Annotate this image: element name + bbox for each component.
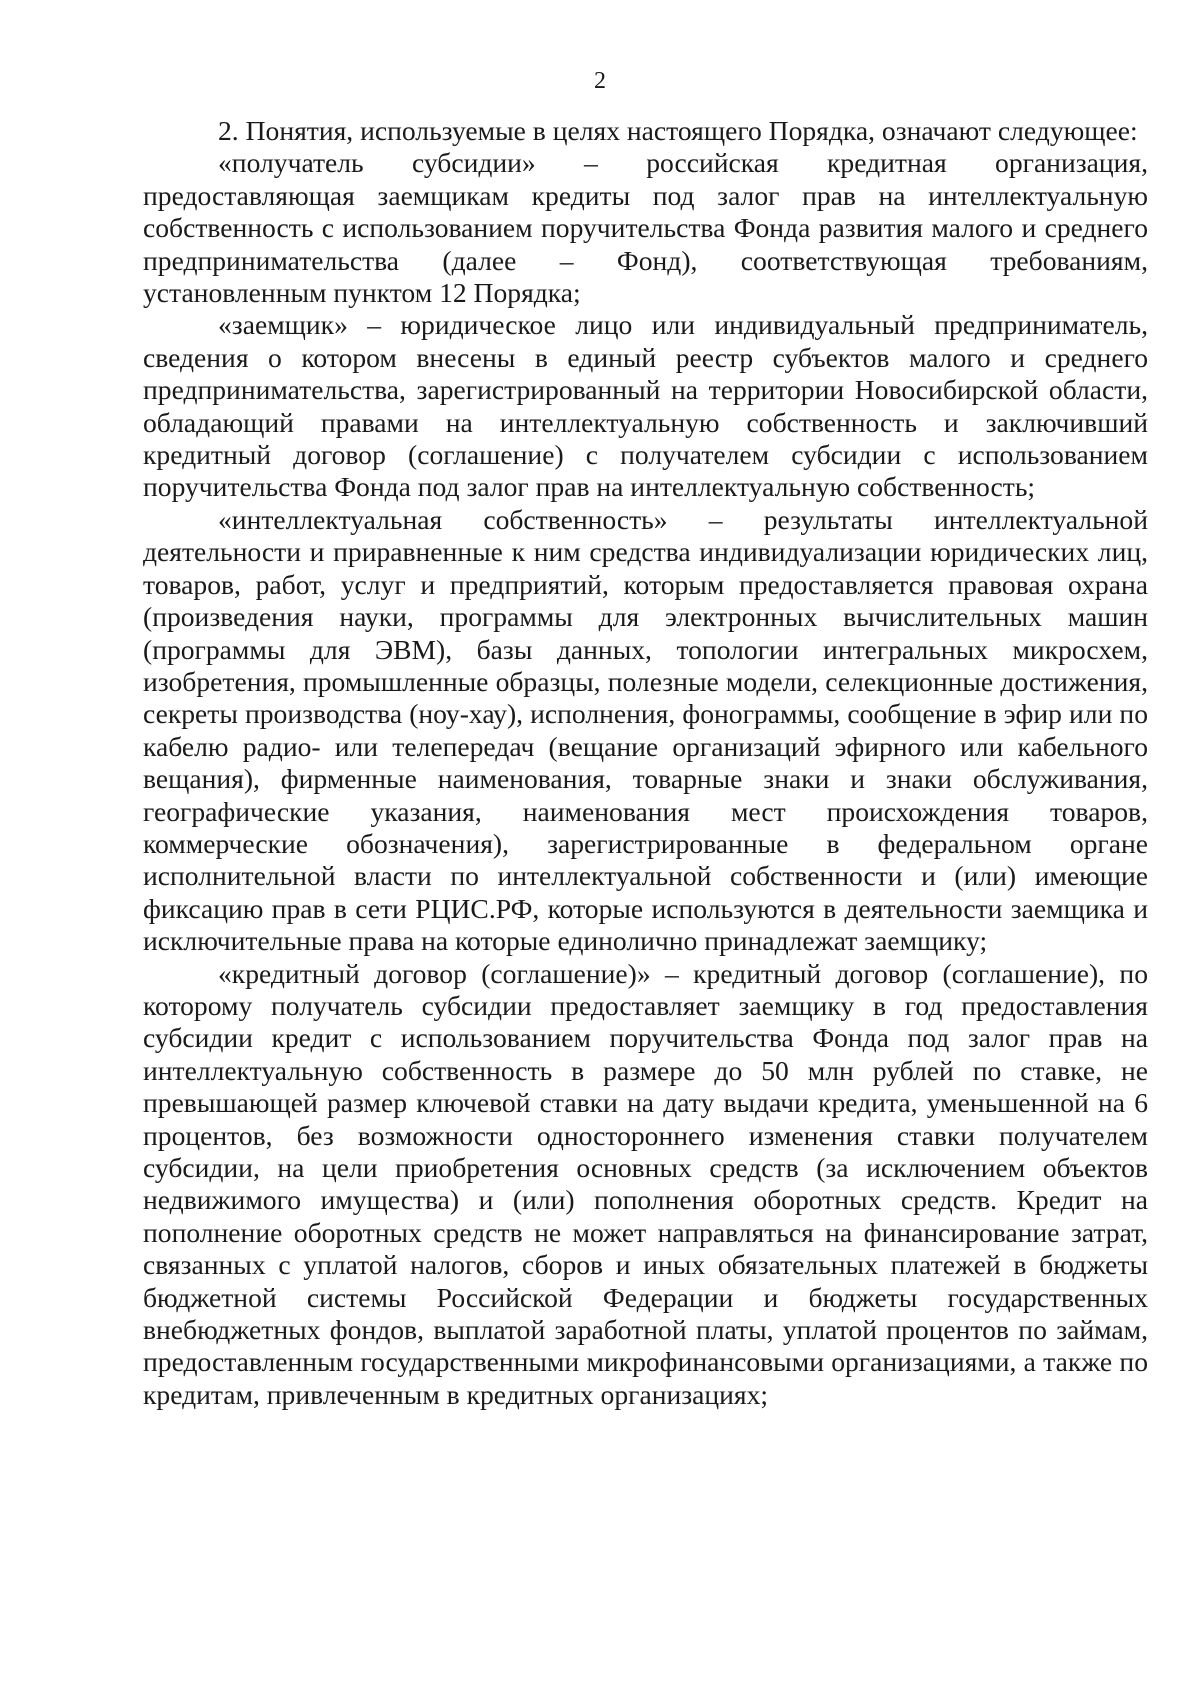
- paragraph-credit-agreement: «кредитный договор (соглашение)» – кредитный договор (соглашение), по которому получатель субсидии предоставляет заемщику в год предоставления субсидии кредит с использованием поручительства Фонда под залог прав на интеллектуальную собственность в размере до 50 млн рублей по ставке, не превышающей размер ключевой ставки на дату выдачи кредита, уменьшенной на 6 процентов, без возможности одностороннего изменения ставки получателем субсидии, на цели приобретения основных средств (за исключением объектов недвижимого имущества) и (или) пополнения оборотных средств. Кредит на пополнение оборотных средств не может направляться на финансирование затрат, связанных с уплатой налогов, сборов и иных обязательных платежей в бюджеты бюджетной системы Российской Федерации и бюджеты государственных внебюджетных фондов, выплатой заработной платы, уплатой процентов по займам, предоставленным государственными микрофинансовыми организациями, а также по кредитам, привлеченным в кредитных организациях;: [143, 957, 1148, 1410]
- paragraph-intellectual-property: «интеллектуальная собственность» – результаты интеллектуальной деятельности и приравненные к ним средства индивидуализации юридических лиц, товаров, работ, услуг и предприятий, которым предоставляется правовая охрана (произведения науки, программы для электронных вычислительных машин (программы для ЭВМ), базы данных, топологии интегральных микросхем, изобретения, промышленные образцы, полезные модели, селекционные достижения, секреты производства (ноу-хау), исполнения, фонограммы, сообщение в эфир или по кабелю радио- или телепередач (вещание организаций эфирного или кабельного вещания), фирменные наименования, товарные знаки и знаки обслуживания, географические указания, наименования мест происхождения товаров, коммерческие обозначения), зарегистрированные в федеральном органе исполнительной власти по интеллектуальной собственности и (или) имеющие фиксацию прав в сети РЦИС.РФ, которые используются в деятельности заемщика и исключительные права на которые единолично принадлежат заемщику;: [143, 503, 1148, 957]
- page-number: 2: [594, 68, 606, 94]
- paragraph-subsidy-recipient: «получатель субсидии» – российская кредитная организация, предоставляющая заемщикам кредиты под залог прав на интеллектуальную собственность с использованием поручительства Фонда развития малого и среднего предпринимательства (далее – Фонд), соответствующая требованиям, установленным пунктом 12 Порядка;: [143, 147, 1148, 309]
- document-body: [143, 115, 1148, 1411]
- paragraph-definitions-intro: 2. Понятия, используемые в целях настоящего Порядка, означают следующее:: [218, 115, 1138, 146]
- paragraph-borrower: «заемщик» – юридическое лицо или индивидуальный предприниматель, сведения о котором внесены в единый реестр субъектов малого и среднего предпринимательства, зарегистрированный на территории Новосибирской области, обладающий правами на интеллектуальную собственность и заключивший кредитный договор (соглашение) с получателем субсидии с использованием поручительства Фонда под залог прав на интеллектуальную собственность;: [143, 309, 1148, 503]
